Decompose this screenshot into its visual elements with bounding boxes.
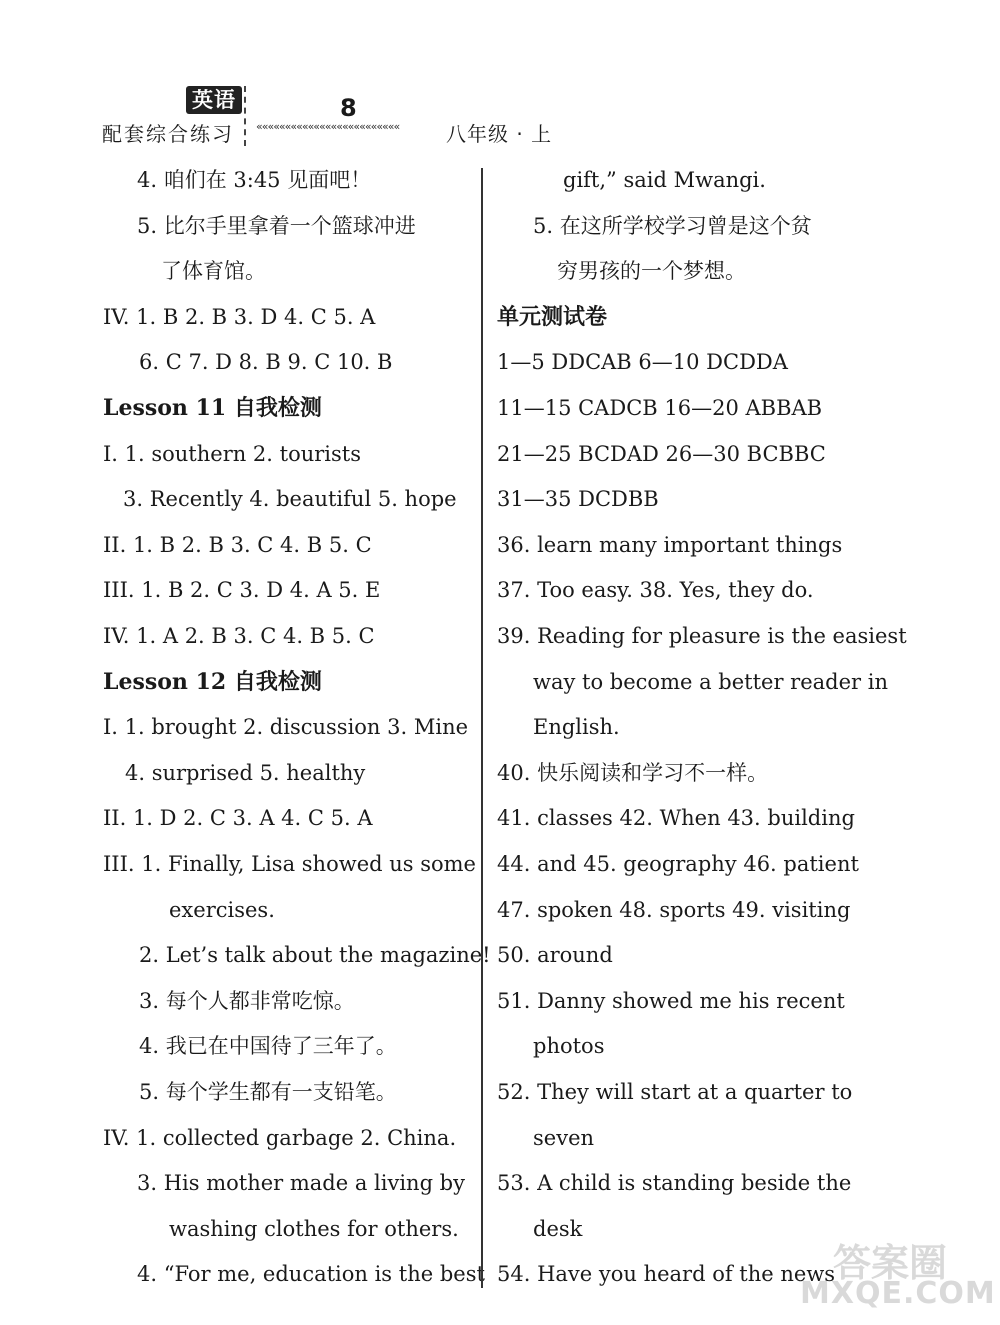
column-divider [481, 168, 483, 1288]
watermark-logo: 答案圈 [832, 1241, 947, 1285]
answer-line: III. 1. B 2. C 3. D 4. A 5. E [103, 578, 381, 603]
subject-badge: 英语 [186, 86, 242, 114]
answer-line: II. 1. B 2. B 3. C 4. B 5. C [103, 532, 372, 557]
answer-line: way to become a better reader in [533, 669, 888, 694]
answer-line: 41. classes 42. When 43. building [497, 806, 855, 831]
answer-line: IV. 1. B 2. B 3. D 4. C 5. A [103, 304, 376, 329]
watermark-site: MXQE.COM [800, 1276, 996, 1311]
answer-line: gift,” said Mwangi. [563, 168, 766, 192]
answer-line: 穷男孩的一个梦想。 [557, 259, 746, 284]
section-heading: Lesson 12 自我检测 [103, 668, 322, 695]
answer-line: 5. 在这所学校学习曾是这个贫 [533, 213, 812, 238]
answer-line: exercises. [169, 897, 275, 922]
answer-line: 36. learn many important things [497, 532, 843, 557]
answer-line: 5. 比尔手里拿着一个篮球冲进 [137, 213, 416, 238]
answer-line: 2. Let’s talk about the magazine! [139, 943, 491, 968]
answer-line: IV. 1. collected garbage 2. China. [103, 1125, 457, 1150]
answer-line: 31—35 DCDBB [497, 487, 659, 512]
answer-line: 4. “For me, education is the best [137, 1262, 485, 1287]
answer-line: 47. spoken 48. sports 49. visiting [497, 897, 851, 922]
answer-line: 52. They will start at a quarter to [497, 1080, 853, 1104]
section-heading: 单元测试卷 [497, 303, 608, 330]
answer-line: II. 1. D 2. C 3. A 4. C 5. A [103, 806, 373, 831]
answer-line: 3. Recently 4. beautiful 5. hope [123, 487, 457, 512]
answer-line: washing clothes for others. [169, 1216, 459, 1241]
grade-label: 八年级 · 上 [446, 122, 553, 146]
answer-line: 6. C 7. D 8. B 9. C 10. B [139, 350, 393, 375]
page-number: 8 [340, 94, 357, 122]
answer-line: 53. A child is standing beside the [497, 1171, 852, 1196]
watermark [800, 1232, 996, 1318]
book-title: 配套综合练习 [102, 122, 234, 146]
answer-line: 50. around [497, 943, 613, 968]
answer-line: 11—15 CADCB 16—20 ABBAB [497, 396, 823, 420]
answer-line: III. 1. Finally, Lisa showed us some [103, 852, 476, 876]
answer-line: I. 1. brought 2. discussion 3. Mine [103, 715, 469, 740]
answer-line: 37. Too easy. 38. Yes, they do. [497, 578, 814, 603]
answer-line: photos [533, 1034, 605, 1059]
page-header [0, 0, 1000, 160]
answer-line: IV. 1. A 2. B 3. C 4. B 5. C [103, 624, 375, 648]
answer-line: 3. 每个人都非常吃惊。 [139, 988, 355, 1013]
answer-line: 5. 每个学生都有一支铅笔。 [139, 1080, 397, 1104]
answer-line: desk [533, 1216, 583, 1241]
answer-line: 44. and 45. geography 46. patient [497, 852, 859, 876]
answer-line: English. [533, 715, 620, 740]
answer-line: 40. 快乐阅读和学习不一样。 [497, 760, 769, 785]
answer-line: 了体育馆。 [161, 259, 266, 284]
arrow-rule: ««««««««««««««««««««««««« [256, 120, 400, 133]
answer-line: 3. His mother made a living by [137, 1171, 465, 1196]
answer-line: 54. Have you heard of the news [497, 1262, 836, 1287]
answer-line: 1—5 DDCAB 6—10 DCDDA [497, 350, 788, 375]
answer-line: 4. surprised 5. healthy [125, 760, 366, 785]
header-divider [244, 86, 246, 146]
answer-line: I. 1. southern 2. tourists [103, 441, 361, 466]
answer-line: 4. 我已在中国待了三年了。 [139, 1034, 397, 1059]
section-heading: Lesson 11 自我检测 [103, 395, 322, 421]
answer-line: 4. 咱们在 3:45 见面吧！ [137, 168, 372, 192]
answer-line: 51. Danny showed me his recent [497, 988, 845, 1013]
answer-line: 21—25 BCDAD 26—30 BCBBC [497, 441, 826, 466]
answer-line: seven [533, 1125, 595, 1150]
answer-line: 39. Reading for pleasure is the easiest [497, 624, 907, 648]
